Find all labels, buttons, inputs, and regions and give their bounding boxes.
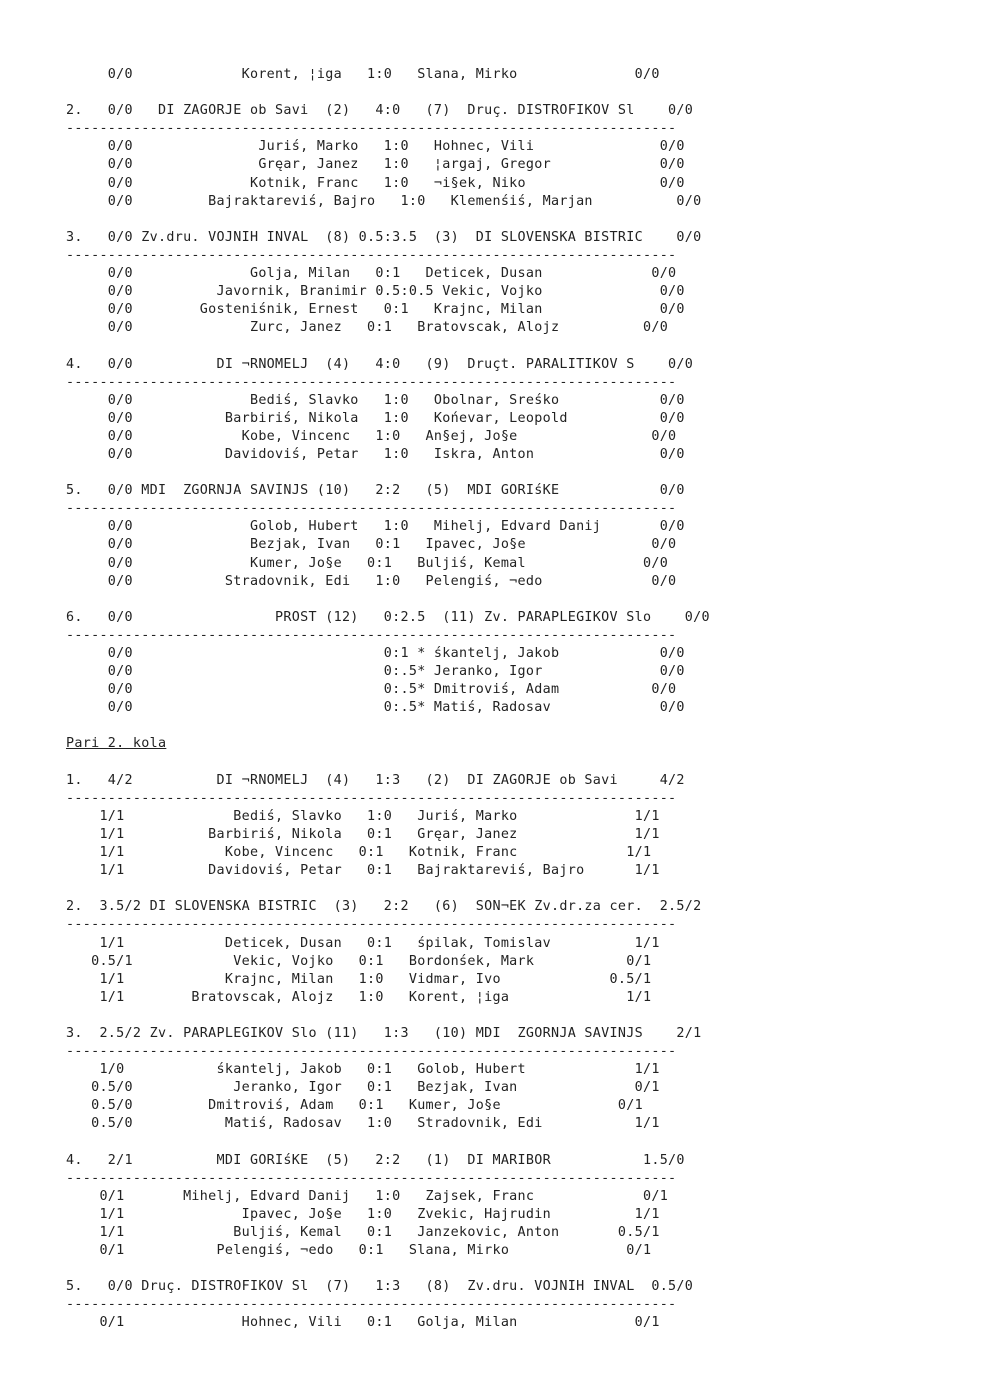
blank-line — [66, 464, 710, 482]
results-listing — [66, 66, 710, 1333]
separator-line: ------------------------------------------------------------------------- — [66, 1170, 677, 1186]
match-header: 3. 2.5/2 Zv. PARAPLEGIKOV Slo (11) 1:3 (10) MDI ZGORNJA SAVINJS 2/1 — [66, 1025, 702, 1041]
match-header: 1. 4/2 DI ¬RNOMELJ (4) 1:3 (2) DI ZAGORJE ob Savi 4/2 — [66, 772, 685, 788]
board-result-row: 0.5/0 Dmitroviś, Adam 0:1 Kumer, Jo§e 0/1 — [66, 1098, 643, 1114]
board-result-row: 0/1 Hohnec, Vili 0:1 Golja, Milan 0/1 — [66, 1315, 660, 1331]
board-result-row: 1/1 Ipavec, Jo§e 1:0 Zvekic, Hajrudin 1/1 — [66, 1206, 660, 1222]
separator-line: ------------------------------------------------------------------------- — [66, 1044, 677, 1060]
board-result-row: 1/1 Kobe, Vincenc 0:1 Kotnik, Franc 1/1 — [66, 845, 652, 861]
separator-line: ------------------------------------------------------------------------- — [66, 121, 677, 137]
board-result-row: 0.5/0 Matiś, Radosav 1:0 Stradovnik, Edi 1/1 — [66, 1116, 660, 1132]
board-result-row: 0/0 Zurc, Janez 0:1 Bratovscak, Alojz 0/0 — [66, 320, 669, 336]
board-result-row: 0/1 Pelengiś, ¬edo 0:1 Slana, Mirko 0/1 — [66, 1243, 652, 1259]
separator-line: ------------------------------------------------------------------------- — [66, 374, 677, 390]
blank-line — [66, 1260, 710, 1278]
board-result-row: 1/1 Barbiriś, Nikola 0:1 Gręar, Janez 1/1 — [66, 826, 660, 842]
match-header: 2. 3.5/2 DI SLOVENSKA BISTRIC (3) 2:2 (6) SON¬EK Zv.dr.za cer. 2.5/2 — [66, 899, 702, 915]
board-result-row: 0/0 Barbiriś, Nikola 1:0 Końevar, Leopold 0/0 — [66, 410, 685, 426]
blank-line — [66, 337, 710, 355]
board-result-row: 0/0 Bajraktareviś, Bajro 1:0 Klemenśiś, Marjan 0/0 — [66, 193, 702, 209]
blank-line — [66, 1134, 710, 1152]
board-result-row: 1/1 Buljiś, Kemal 0:1 Janzekovic, Anton 0.5/1 — [66, 1225, 660, 1240]
board-result-row: 0/0 Golja, Milan 0:1 Deticek, Dusan 0/0 — [66, 266, 677, 282]
board-result-row: 0/0 Gręar, Janez 1:0 ¦argaj, Gregor 0/0 — [66, 157, 685, 173]
board-result-row: 0/0 Kobe, Vincenc 1:0 An§ej, Jo§e 0/0 — [66, 428, 677, 444]
board-result-row: 0/0 Bediś, Slavko 1:0 Obolnar, Sreśko 0/0 — [66, 392, 685, 408]
blank-line — [66, 211, 710, 229]
separator-line: ------------------------------------------------------------------------- — [66, 790, 677, 806]
board-result-row: 0.5/0 Jeranko, Igor 0:1 Bezjak, Ivan 0/1 — [66, 1080, 660, 1096]
board-result-row: 1/1 Bediś, Slavko 1:0 Juriś, Marko 1/1 — [66, 808, 660, 824]
section-heading: Pari 2. kola — [66, 736, 167, 752]
separator-line: ------------------------------------------------------------------------- — [66, 627, 677, 643]
board-result-row: 1/1 Bratovscak, Alojz 1:0 Korent, ¦iga 1/1 — [66, 989, 652, 1005]
board-result-row: 0/1 Mihelj, Edvard Danij 1:0 Zajsek, Franc 0/1 — [66, 1188, 669, 1204]
board-result-row: 0/0 0:.5* Dmitroviś, Adam 0/0 — [66, 682, 677, 698]
board-result-row: 0/0 Gosteniśnik, Ernest 0:1 Krajnc, Milan 0/0 — [66, 302, 685, 318]
blank-line — [66, 717, 710, 735]
match-header: 4. 2/1 MDI GORIśKE (5) 2:2 (1) DI MARIBOR 1.5/0 — [66, 1152, 685, 1168]
separator-line: ------------------------------------------------------------------------- — [66, 917, 677, 933]
separator-line: ------------------------------------------------------------------------- — [66, 501, 677, 517]
board-result-row: 0/0 0:.5* Jeranko, Igor 0/0 — [66, 664, 685, 680]
match-header: 4. 0/0 DI ¬RNOMELJ (4) 4:0 (9) Druçt. PARALITIKOV S 0/0 — [66, 356, 694, 372]
match-header: 6. 0/0 PROST (12) 0:2.5 (11) Zv. PARAPLEGIKOV Slo 0/0 — [66, 609, 710, 625]
blank-line — [66, 754, 710, 772]
board-result-row: 0/0 Kumer, Jo§e 0:1 Buljiś, Kemal 0/0 — [66, 555, 669, 571]
board-result-row: 0/0 Kotnik, Franc 1:0 ¬i§ek, Niko 0/0 — [66, 175, 685, 191]
board-result-row: 0/0 Davidoviś, Petar 1:0 Iskra, Anton 0/0 — [66, 446, 685, 462]
blank-line — [66, 880, 710, 898]
board-result-row: 0/0 Bezjak, Ivan 0:1 Ipavec, Jo§e 0/0 — [66, 537, 677, 553]
board-result-row: 1/1 Krajnc, Milan 1:0 Vidmar, Ivo 0.5/1 — [66, 971, 652, 987]
match-header: 2. 0/0 DI ZAGORJE ob Savi (2) 4:0 (7) Druç. DISTROFIKOV Sl 0/0 — [66, 103, 694, 119]
match-header: 5. 0/0 MDI ZGORNJA SAVINJS (10) 2:2 (5) MDI GORIśKE 0/0 — [66, 483, 685, 499]
board-result-row: 0/0 Korent, ¦iga 1:0 Slana, Mirko 0/0 — [66, 67, 660, 82]
board-result-row: 1/1 Deticek, Dusan 0:1 śpilak, Tomislav 1/1 — [66, 935, 660, 951]
board-result-row: 1/1 Davidoviś, Petar 0:1 Bajraktareviś, Bajro 1/1 — [66, 863, 660, 879]
board-result-row: 0/0 Stradovnik, Edi 1:0 Pelengiś, ¬edo 0/0 — [66, 573, 677, 589]
blank-line — [66, 1007, 710, 1025]
match-header: 3. 0/0 Zv.dru. VOJNIH INVAL (8) 0.5:3.5 (3) DI SLOVENSKA BISTRIC 0/0 — [66, 229, 702, 245]
blank-line — [66, 591, 710, 609]
board-result-row: 0/0 Golob, Hubert 1:0 Mihelj, Edvard Danij 0/0 — [66, 519, 685, 535]
separator-line: ------------------------------------------------------------------------- — [66, 247, 677, 263]
board-result-row: 0.5/1 Vekic, Vojko 0:1 Bordonśek, Mark 0/1 — [66, 953, 652, 969]
match-header: 5. 0/0 Druç. DISTROFIKOV Sl (7) 1:3 (8) Zv.dru. VOJNIH INVAL 0.5/0 — [66, 1279, 694, 1295]
board-result-row: 0/0 Juriś, Marko 1:0 Hohnec, Vili 0/0 — [66, 139, 685, 155]
board-result-row: 0/0 0:.5* Matiś, Radosav 0/0 — [66, 700, 685, 716]
separator-line: ------------------------------------------------------------------------- — [66, 1297, 677, 1313]
board-result-row: 1/0 śkantelj, Jakob 0:1 Golob, Hubert 1/1 — [66, 1062, 660, 1078]
board-result-row: 0/0 0:1 * śkantelj, Jakob 0/0 — [66, 646, 685, 661]
blank-line — [66, 84, 710, 102]
board-result-row: 0/0 Javornik, Branimir 0.5:0.5 Vekic, Vojko 0/0 — [66, 284, 685, 300]
